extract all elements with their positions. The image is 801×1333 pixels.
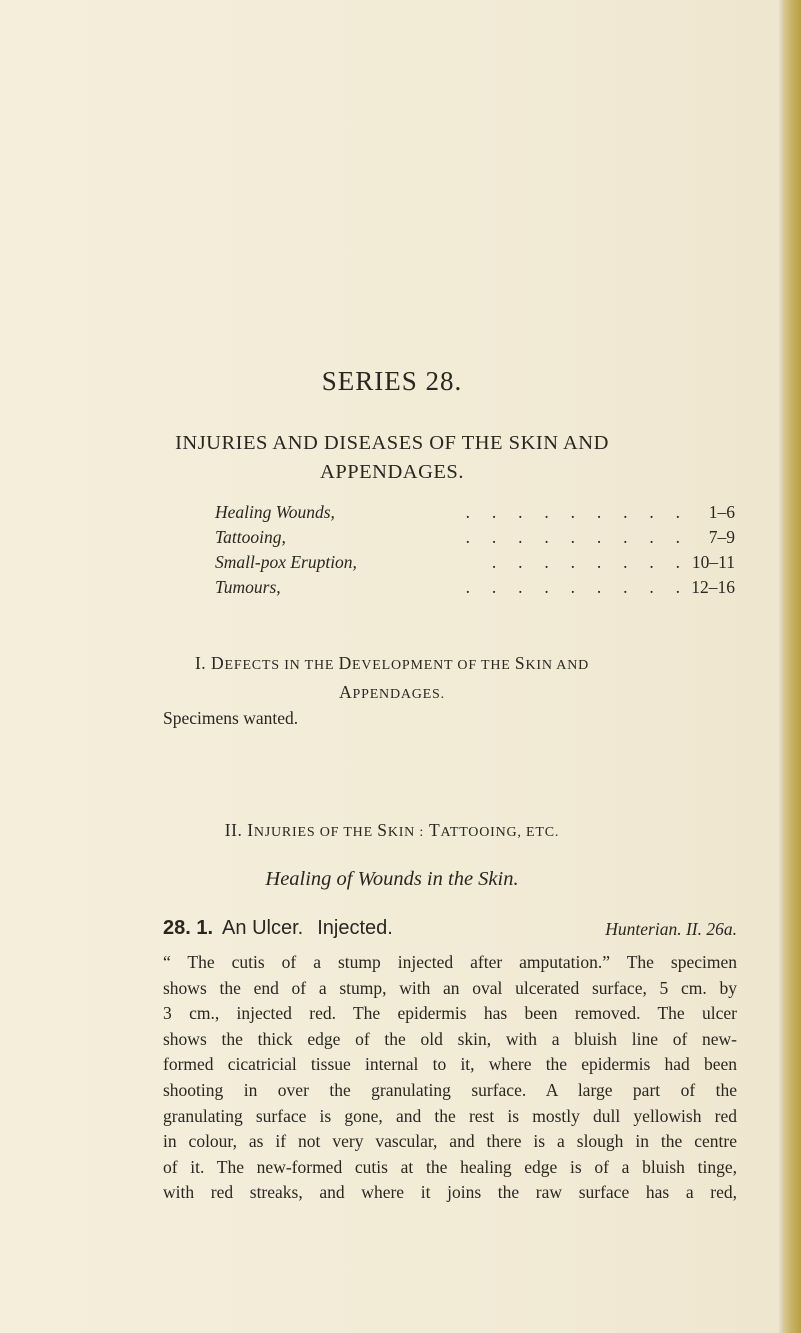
contents-row [215,527,735,552]
description-line: formed cicatricial tissue internal to it, where the epidermis had been [163,1054,737,1075]
part-title-line-2: APPENDAGES. [320,461,464,483]
description-line: of it. The new-formed cutis at the healing edge is of a bluish tinge, [163,1156,737,1177]
entry-number: 28. 1. [163,917,214,939]
contents-range: 1–6 [708,502,735,522]
description-line: 3 cm., injected red. The epidermis has been removed. The ulcer [163,1003,737,1024]
contents-range: 7–9 [708,527,735,547]
book-edge [784,0,801,1333]
entry-reference: Hunterian. II. 26a. [605,919,737,939]
dot-leader: . . . . . . . . [491,552,680,572]
entry-description [163,950,737,1206]
section-ii-title-a: INJURIES OF THE SKIN : [247,820,425,840]
section-ii-heading [0,820,784,841]
description-line: shows the thick edge of the old skin, with a bluish line of new- [163,1028,737,1049]
entry-heading [163,917,737,945]
series-title: SERIES 28. [321,366,463,396]
contents-row [215,577,735,602]
section-ii-title-b: TATTOOING, ETC. [429,820,560,840]
contents-range: 10–11 [691,552,735,572]
contents-label: Small-pox Eruption, [215,552,357,572]
description-line: with red streaks, and where it joins the raw surface has a red, [163,1182,737,1203]
description-line: in colour, as if not very vascular, and there is a slough in the centre [163,1131,737,1152]
contents-label: Tattooing, [215,527,286,547]
dot-leader: . . . . . . . . . [465,502,680,522]
entry-title-b: Injected. [317,917,393,939]
dot-leader: . . . . . . . . . [465,527,680,547]
entry-title-a: An Ulcer. [222,917,304,939]
description-line: shows the end of a stump, with an oval ulcerated surface, 5 cm. by [163,977,737,998]
contents-list [215,502,735,602]
section-i-line-1 [0,650,784,679]
dot-leader: . . . . . . . . . [465,577,680,597]
description-line: shooting in over the granulating surface. A large part of the [163,1079,737,1100]
contents-label: Tumours, [215,577,281,597]
section-i-heading [0,650,784,708]
contents-range: 12–16 [691,577,735,597]
part-title [0,429,784,487]
part-title-line-1: INJURIES AND DISEASES OF THE SKIN AND [175,432,609,454]
section-i-line-2 [0,679,784,708]
contents-row [215,502,735,527]
description-line: “ The cutis of a stump injected after amputation.” The specimen [163,952,737,972]
specimens-note: Specimens wanted. [163,708,299,728]
description-line: granulating surface is gone, and the rest is mostly dull yellowish red [163,1105,737,1126]
contents-row [215,552,735,577]
section-i-title-line-1: DEFECTS IN THE DEVELOPMENT OF THE SKIN AND [211,653,590,673]
subsection-title: Healing of Wounds in the Skin. [265,868,519,890]
contents-label: Healing Wounds, [215,502,335,522]
section-i-numeral: I. [194,653,207,673]
section-ii-numeral: II. [224,820,243,840]
section-i-title-line-2: APPENDAGES. [339,682,445,702]
